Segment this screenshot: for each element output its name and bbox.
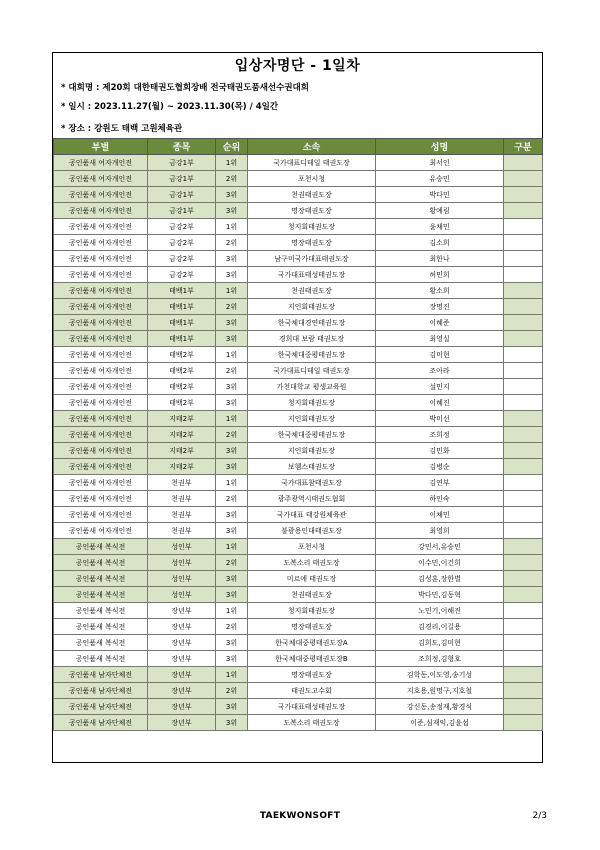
cell-event: 성인부 [148,555,216,571]
cell-name: 김성훈,장한별 [376,571,504,587]
cell-name: 이혜진 [376,395,504,411]
table-row [54,203,543,219]
cell-division: 공인품새 여자개인전 [54,507,148,523]
cell-name: 허민희 [376,267,504,283]
cell-division: 공인품새 복식전 [54,651,148,667]
header-category: 구분 [504,139,543,155]
cell-division: 공인품새 여자개인전 [54,475,148,491]
cell-event: 금강2부 [148,219,216,235]
cell-event: 장년부 [148,603,216,619]
cell-division: 공인품새 여자개인전 [54,427,148,443]
cell-division: 공인품새 여자개인전 [54,267,148,283]
cell-category [504,219,543,235]
cell-name: 이수민,이건희 [376,555,504,571]
cell-team: 명장태권도장 [248,619,376,635]
table-row [54,379,543,395]
table-row [54,603,543,619]
cell-category [504,331,543,347]
cell-event: 태백2부 [148,395,216,411]
cell-event: 성인부 [148,587,216,603]
cell-rank: 3위 [216,267,248,283]
footer-brand: TAEKWONSOFT [259,811,341,821]
table-row [54,427,543,443]
cell-rank: 3위 [216,187,248,203]
table-row [54,475,543,491]
cell-name: 박다민,김동혁 [376,587,504,603]
cell-team: 국가대표 태강원체육관 [248,507,376,523]
cell-team: 국가대표태성태권도장 [248,699,376,715]
cell-category [504,571,543,587]
cell-event: 금강1부 [148,155,216,171]
cell-rank: 1위 [216,155,248,171]
table-row [54,459,543,475]
cell-team: 명장태권도장 [248,667,376,683]
cell-event: 천권부 [148,491,216,507]
cell-category [504,475,543,491]
cell-division: 공인품새 여자개인전 [54,363,148,379]
document-frame [52,52,543,763]
info-competition-name: * 대회명 : 제20회 대한태권도협회장배 전국태권도품새선수권대회 [61,83,309,93]
table-row [54,683,543,699]
cell-category [504,635,543,651]
cell-division: 공인품새 여자개인전 [54,187,148,203]
cell-name: 김소희 [376,235,504,251]
cell-name: 최한나 [376,251,504,267]
cell-rank: 1위 [216,347,248,363]
cell-division: 공인품새 여자개인전 [54,523,148,539]
page-title: 입상자명단 - 1일차 [234,58,361,74]
cell-division: 공인품새 복식전 [54,571,148,587]
cell-team: 남구미국가대표태권도장 [248,251,376,267]
cell-division: 공인품새 여자개인전 [54,251,148,267]
cell-rank: 3위 [216,251,248,267]
cell-team: 청지회태권도장 [248,603,376,619]
cell-event: 장년부 [148,715,216,731]
cell-division: 공인품새 남자단체전 [54,683,148,699]
cell-division: 공인품새 여자개인전 [54,171,148,187]
cell-name: 설민지 [376,379,504,395]
cell-event: 장년부 [148,635,216,651]
table-row [54,587,543,603]
table-row [54,299,543,315]
cell-event: 태백1부 [148,299,216,315]
cell-name: 김민화 [376,443,504,459]
table-row [54,619,543,635]
table-row [54,347,543,363]
cell-rank: 1위 [216,667,248,683]
cell-category [504,699,543,715]
cell-category [504,203,543,219]
cell-event: 장년부 [148,699,216,715]
header-name: 성명 [376,139,504,155]
cell-category [504,555,543,571]
table-row [54,267,543,283]
cell-team: 청지회태권도장 [248,219,376,235]
header-rank: 순위 [216,139,248,155]
table-row [54,699,543,715]
cell-team: 미르에 태권도장 [248,571,376,587]
table-row [54,331,543,347]
cell-event: 성인부 [148,539,216,555]
cell-rank: 2위 [216,491,248,507]
cell-category [504,619,543,635]
cell-rank: 3위 [216,315,248,331]
cell-category [504,443,543,459]
table-row [54,635,543,651]
table-row [54,715,543,731]
cell-name: 이혜준 [376,315,504,331]
cell-category [504,155,543,171]
cell-rank: 3위 [216,379,248,395]
cell-name: 윤채민 [376,219,504,235]
cell-name: 조희정 [376,427,504,443]
cell-division: 공인품새 남자단체전 [54,667,148,683]
cell-name: 노민기,이해진 [376,603,504,619]
cell-team: 광주광역시태권도협회 [248,491,376,507]
cell-category [504,187,543,203]
table-row [54,651,543,667]
cell-team: 보헴스태권도장 [248,459,376,475]
cell-event: 지태2부 [148,459,216,475]
cell-category [504,427,543,443]
cell-division: 공인품새 여자개인전 [54,411,148,427]
cell-event: 금강1부 [148,203,216,219]
table-row [54,539,543,555]
table-row [54,571,543,587]
cell-team: 포천시청 [248,539,376,555]
cell-name: 이준,심재익,김윤섭 [376,715,504,731]
cell-name: 황소희 [376,283,504,299]
table-row [54,555,543,571]
cell-division: 공인품새 복식전 [54,555,148,571]
cell-rank: 3위 [216,443,248,459]
cell-event: 장년부 [148,651,216,667]
cell-division: 공인품새 남자단체전 [54,715,148,731]
cell-event: 금강2부 [148,267,216,283]
cell-rank: 2위 [216,363,248,379]
info-venue: * 장소 : 강원도 태백 고원체육관 [61,124,183,134]
cell-event: 천권부 [148,523,216,539]
header-team: 소속 [248,139,376,155]
cell-name: 지호용,원명구,지호철 [376,683,504,699]
cell-category [504,491,543,507]
cell-name: 이채민 [376,507,504,523]
cell-team: 청지회태권도장 [248,395,376,411]
cell-name: 박다민 [376,187,504,203]
cell-team: 국가대표디테일 태권도장 [248,363,376,379]
cell-team: 천권태권도장 [248,587,376,603]
table-row [54,491,543,507]
cell-rank: 2위 [216,619,248,635]
cell-category [504,683,543,699]
table-row [54,507,543,523]
table-row [54,395,543,411]
cell-category [504,523,543,539]
cell-category [504,587,543,603]
cell-event: 태백2부 [148,347,216,363]
cell-team: 명장태권도장 [248,235,376,251]
cell-team: 국가대표태성태권도장 [248,267,376,283]
cell-team: 지인회태권도장 [248,443,376,459]
cell-team: 국가대표디테일 태권도장 [248,155,376,171]
cell-name: 김희도,김미현 [376,635,504,651]
cell-event: 장년부 [148,619,216,635]
cell-rank: 1위 [216,219,248,235]
cell-name: 하인숙 [376,491,504,507]
cell-rank: 2위 [216,299,248,315]
cell-rank: 3위 [216,635,248,651]
cell-category [504,251,543,267]
cell-division: 공인품새 여자개인전 [54,395,148,411]
cell-rank: 3위 [216,331,248,347]
cell-event: 장년부 [148,667,216,683]
table-row [54,171,543,187]
table-row [54,667,543,683]
cell-division: 공인품새 복식전 [54,587,148,603]
cell-category [504,379,543,395]
cell-rank: 1위 [216,539,248,555]
cell-team: 태권도고수회 [248,683,376,699]
page-number: 2/3 [532,811,547,821]
cell-name: 최영희 [376,523,504,539]
table-row [54,411,543,427]
winners-table [53,138,543,731]
cell-name: 유승민 [376,171,504,187]
table-row [54,283,543,299]
cell-rank: 1위 [216,475,248,491]
cell-team: 도복소리 태권도장 [248,555,376,571]
cell-rank: 2위 [216,555,248,571]
cell-division: 공인품새 남자단체전 [54,699,148,715]
cell-rank: 3위 [216,459,248,475]
cell-category [504,283,543,299]
cell-name: 강신동,송정재,황경식 [376,699,504,715]
cell-team: 지인회태권도장 [248,411,376,427]
cell-division: 공인품새 여자개인전 [54,203,148,219]
cell-division: 공인품새 여자개인전 [54,491,148,507]
cell-division: 공인품새 여자개인전 [54,315,148,331]
cell-category [504,507,543,523]
cell-category [504,539,543,555]
cell-event: 지태2부 [148,411,216,427]
cell-event: 천권부 [148,507,216,523]
cell-division: 공인품새 복식전 [54,619,148,635]
header-division: 부별 [54,139,148,155]
cell-category [504,347,543,363]
cell-name: 박미선 [376,411,504,427]
cell-division: 공인품새 여자개인전 [54,347,148,363]
cell-category [504,299,543,315]
cell-name: 김병순 [376,459,504,475]
cell-category [504,667,543,683]
cell-event: 천권부 [148,475,216,491]
cell-division: 공인품새 여자개인전 [54,299,148,315]
table-row [54,187,543,203]
cell-event: 금강2부 [148,251,216,267]
cell-rank: 3위 [216,571,248,587]
cell-event: 장년부 [148,683,216,699]
cell-team: 불광용인대태권도장 [248,523,376,539]
cell-division: 공인품새 여자개인전 [54,219,148,235]
cell-category [504,363,543,379]
cell-rank: 1위 [216,283,248,299]
cell-name: 최영실 [376,331,504,347]
cell-team: 명장태권도장 [248,203,376,219]
cell-team: 경희대 보람 태권도장 [248,331,376,347]
table-body [54,155,543,731]
cell-category [504,395,543,411]
cell-rank: 3위 [216,715,248,731]
cell-rank: 3위 [216,507,248,523]
cell-division: 공인품새 여자개인전 [54,155,148,171]
cell-team: 한국체대경연태권도장 [248,315,376,331]
table-row [54,251,543,267]
table-row [54,523,543,539]
cell-team: 도복소리 태권도장 [248,715,376,731]
cell-division: 공인품새 여자개인전 [54,459,148,475]
cell-event: 지태2부 [148,443,216,459]
cell-team: 가천대학교 평생교육원 [248,379,376,395]
cell-event: 금강2부 [148,235,216,251]
cell-category [504,603,543,619]
cell-category [504,715,543,731]
header-event: 종목 [148,139,216,155]
cell-rank: 1위 [216,411,248,427]
cell-team: 국가대표참태권도장 [248,475,376,491]
cell-event: 지태2부 [148,427,216,443]
cell-event: 태백1부 [148,331,216,347]
cell-event: 금강1부 [148,171,216,187]
cell-rank: 3위 [216,203,248,219]
cell-category [504,651,543,667]
cell-team: 천권태권도장 [248,187,376,203]
cell-division: 공인품새 복식전 [54,539,148,555]
cell-rank: 2위 [216,683,248,699]
cell-rank: 2위 [216,235,248,251]
cell-division: 공인품새 복식전 [54,603,148,619]
cell-category [504,235,543,251]
cell-team: 한국체대중평태권도장 [248,347,376,363]
cell-rank: 2위 [216,427,248,443]
cell-category [504,411,543,427]
cell-name: 강민서,유승민 [376,539,504,555]
cell-rank: 3위 [216,699,248,715]
cell-name: 조아라 [376,363,504,379]
cell-name: 최서인 [376,155,504,171]
cell-name: 황예림 [376,203,504,219]
cell-name: 조희정,김형호 [376,651,504,667]
cell-team: 천권태권도장 [248,283,376,299]
cell-name: 김학동,이도영,송기성 [376,667,504,683]
cell-division: 공인품새 여자개인전 [54,331,148,347]
cell-division: 공인품새 여자개인전 [54,283,148,299]
table-header-row [54,139,543,155]
cell-name: 김미현 [376,347,504,363]
cell-team: 한국체대중평태권도장 [248,427,376,443]
cell-category [504,315,543,331]
cell-rank: 3위 [216,587,248,603]
cell-event: 태백2부 [148,363,216,379]
table-row [54,315,543,331]
cell-team: 지인회태권도장 [248,299,376,315]
table-row [54,155,543,171]
info-date: * 일시 : 2023.11.27(월) ~ 2023.11.30(목) / 4일간 [61,102,279,112]
cell-rank: 3위 [216,395,248,411]
cell-division: 공인품새 여자개인전 [54,443,148,459]
table-row [54,443,543,459]
cell-rank: 2위 [216,171,248,187]
cell-team: 한국체대중평태권도장A [248,635,376,651]
cell-name: 장명진 [376,299,504,315]
cell-rank: 1위 [216,603,248,619]
cell-event: 태백2부 [148,379,216,395]
cell-event: 태백1부 [148,315,216,331]
cell-event: 금강1부 [148,187,216,203]
cell-division: 공인품새 여자개인전 [54,235,148,251]
cell-division: 공인품새 여자개인전 [54,379,148,395]
cell-rank: 3위 [216,523,248,539]
cell-team: 포천시청 [248,171,376,187]
cell-team: 한국체대중평태권도장B [248,651,376,667]
cell-division: 공인품새 복식전 [54,635,148,651]
cell-name: 김경리,이길용 [376,619,504,635]
cell-category [504,459,543,475]
cell-category [504,171,543,187]
cell-event: 성인부 [148,571,216,587]
table-row [54,363,543,379]
table-row [54,219,543,235]
table-row [54,235,543,251]
cell-category [504,267,543,283]
cell-name: 김연부 [376,475,504,491]
cell-event: 태백1부 [148,283,216,299]
cell-rank: 3위 [216,651,248,667]
